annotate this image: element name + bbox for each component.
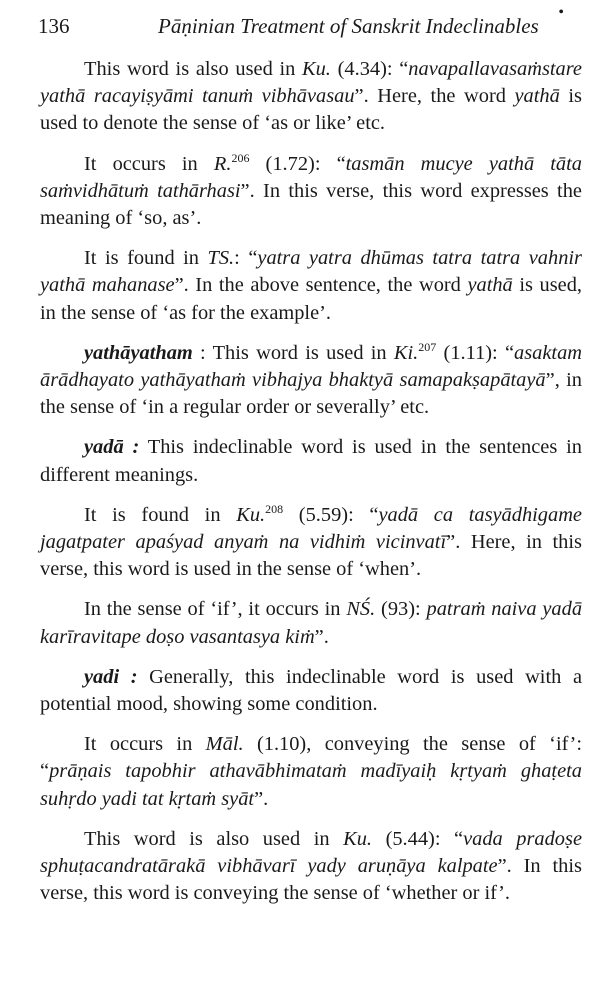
italic-text: Ku.	[236, 503, 266, 526]
italic-text: yathā	[514, 85, 560, 108]
italic-text: Ku.	[302, 58, 331, 80]
text-run: is used to denote the sense of ‘as or like’ etc.	[40, 85, 582, 135]
paragraph	[40, 596, 582, 650]
italic-text: asaktam ārādhayato yathāyathaṁ vibhajya bhaktyā samapakṣapātayā	[40, 341, 582, 392]
text-run: Generally, this indeclinable word is used with a potential mood, showing some condition.	[40, 665, 582, 716]
text-run: ”. Here, in this verse, this word is used in the sense of ‘when’.	[40, 531, 582, 581]
text-run: ”, in the sense of ‘in a regular order or severally’ etc.	[40, 369, 582, 419]
paragraph	[40, 434, 582, 488]
headword: yadā :	[84, 436, 140, 459]
text-run: It is found in	[84, 503, 237, 526]
text-run: (1.10), conveying the sense of ‘if’: “	[40, 733, 582, 783]
text-run: ”. In this verse, this word expresses the meaning of ‘so, as’.	[40, 179, 582, 230]
headword: yathāyatham	[84, 341, 193, 364]
italic-text: navapallavasaṁstare yathā racayiṣyāmi tanuṁ vibhāvasau	[40, 58, 582, 108]
text-run: : This word is used in	[192, 341, 394, 364]
running-title: Pāṇinian Treatment of Sanskrit Indeclinables	[158, 14, 539, 38]
text-run: It occurs in	[84, 733, 206, 756]
paragraph	[40, 826, 582, 908]
text-run: It occurs in	[84, 152, 214, 175]
headword: yadi :	[84, 665, 138, 688]
text-run: : “	[234, 247, 258, 270]
footnote-ref: 206	[231, 150, 250, 165]
italic-text: vada pradoṣe sphuṭacandratārakā vibhāvarī yady aruṇāya kalpate	[40, 827, 582, 878]
italic-text: patraṁ naiva yadā karīravitape doṣo vasantasya kiṁ	[40, 598, 583, 648]
text-run: ”.	[254, 787, 269, 810]
paragraph	[40, 56, 582, 138]
text-run: (5.44): “	[372, 827, 464, 850]
text-run: is used, in the sense of ‘as for the example’.	[40, 274, 582, 324]
text-run: ”.	[314, 625, 329, 648]
paragraph	[40, 340, 582, 422]
text-run: (5.59): “	[283, 503, 379, 526]
italic-text: yadā ca tasyādhigame jagatpater apaśyad anyaṁ na vidhiṁ vicinvatī	[40, 503, 582, 554]
page-header	[38, 4, 582, 40]
text-run: It is found in	[84, 247, 208, 270]
italic-text: tasmān mucye yathā tāta saṁvidhātuṁ tathārhasi	[40, 152, 582, 202]
text-run: (1.11): “	[436, 341, 515, 364]
text-run: (4.34): “	[330, 58, 409, 80]
text-run: This word is also used in	[84, 58, 303, 80]
text-run: ”. In this verse, this word is conveying the sense of ‘whether or if’.	[40, 855, 582, 905]
text-run: This word is also used in	[84, 827, 344, 850]
text-run: (93):	[375, 598, 427, 621]
italic-text: Ku.	[343, 827, 373, 850]
italic-text: Māl.	[205, 733, 244, 756]
text-run: In the sense of ‘if’, it occurs in	[84, 598, 347, 621]
paragraph	[40, 151, 582, 233]
italic-text: R.	[213, 152, 232, 175]
paragraph	[40, 502, 582, 584]
text-run: ”. Here, the word	[354, 85, 515, 108]
italic-text: yathā	[467, 274, 513, 297]
body-text	[40, 56, 582, 920]
text-run: This indeclinable word is used in the sentences in different meanings.	[40, 436, 582, 486]
print-mark: •	[558, 4, 564, 21]
page-number: 136	[38, 14, 70, 38]
text-run: ”. In the above sentence, the word	[174, 274, 468, 297]
italic-text: TS.	[207, 247, 235, 270]
paragraph	[40, 245, 582, 327]
footnote-ref: 208	[265, 502, 284, 517]
italic-text: Ki.	[393, 341, 419, 364]
paragraph	[40, 731, 582, 813]
paragraph	[40, 664, 582, 718]
italic-text: yatra yatra dhūmas tatra tatra vahnir yathā mahanase	[40, 247, 582, 297]
italic-text: prāṇais tapobhir athavābhimataṁ madīyaiḥ kṛtyaṁ ghaṭeta suhṛdo yadi tat kṛtaṁ syāt	[40, 760, 582, 810]
footnote-ref: 207	[418, 340, 437, 355]
text-run: (1.72): “	[249, 152, 346, 175]
italic-text: NŚ.	[346, 598, 376, 621]
